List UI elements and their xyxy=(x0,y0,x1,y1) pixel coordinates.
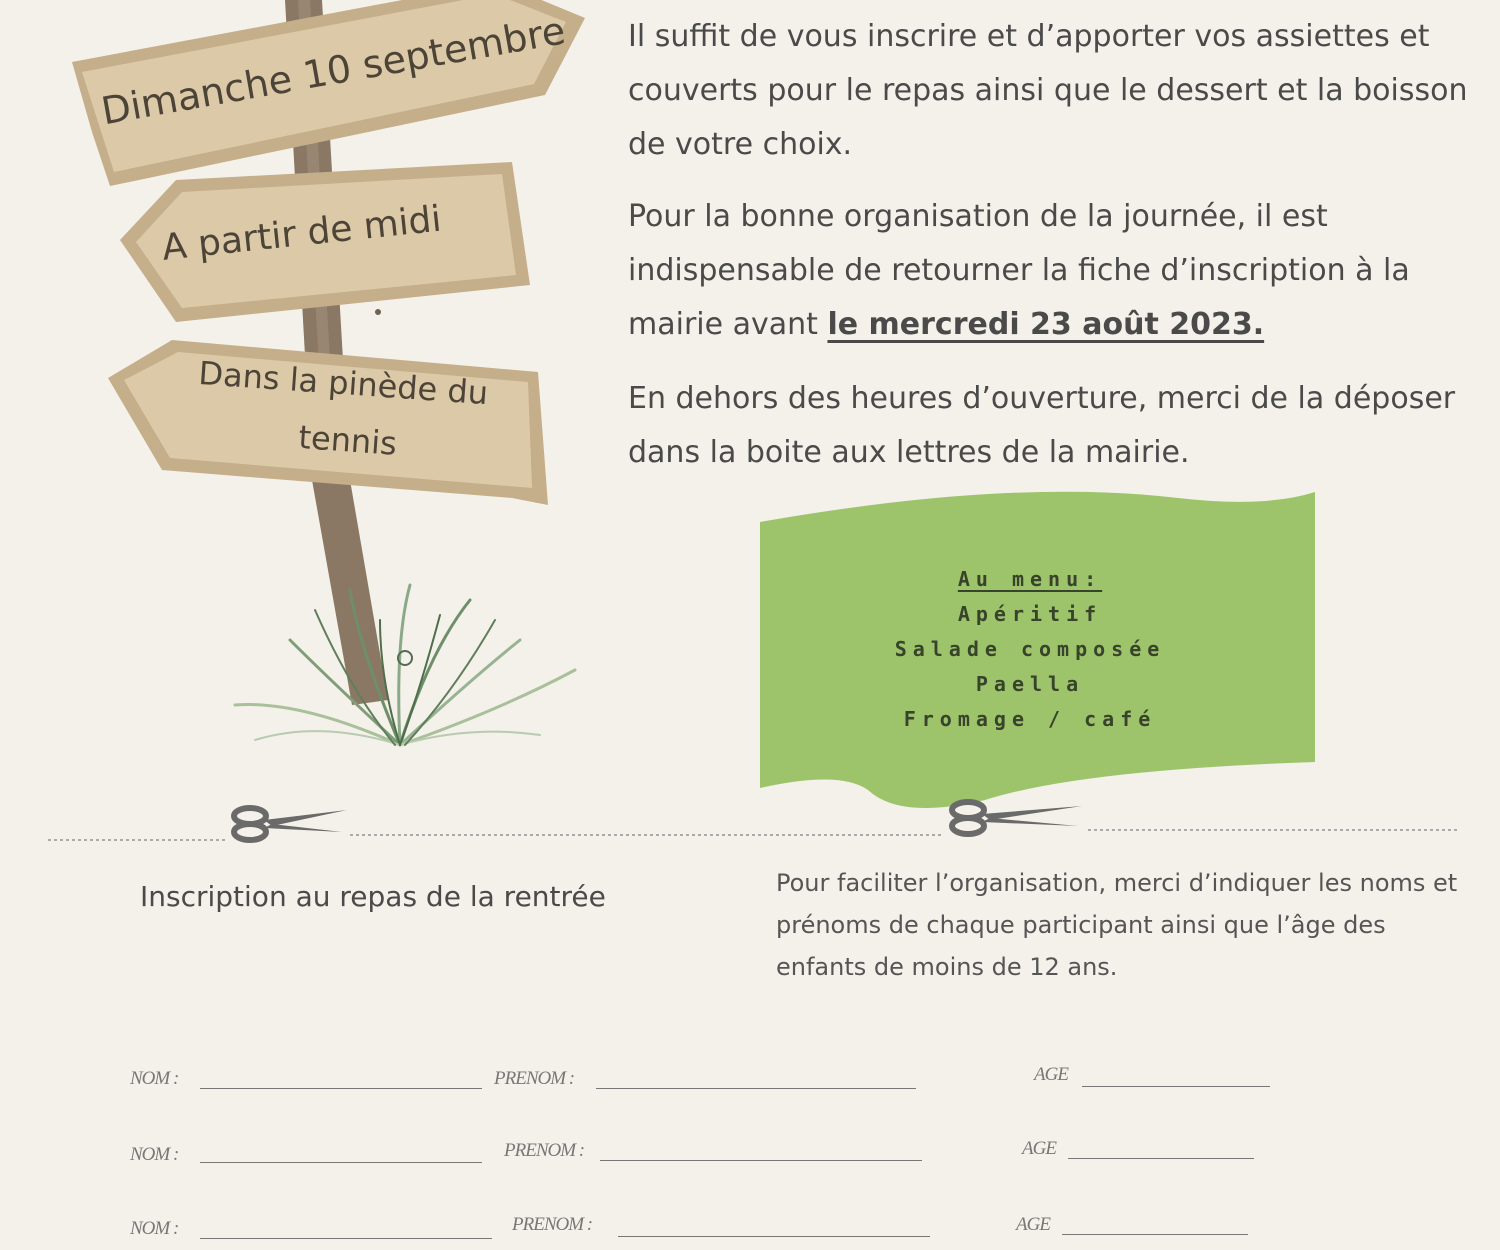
age-field[interactable] xyxy=(1062,1234,1248,1235)
participant-row xyxy=(0,1136,1500,1176)
menu-item: Apéritif xyxy=(957,602,1103,626)
age-label: AGE xyxy=(1034,1064,1068,1085)
prenom-field[interactable] xyxy=(618,1236,930,1237)
age-field[interactable] xyxy=(1068,1158,1254,1159)
scissors-icon xyxy=(952,802,1082,834)
deadline-date: le mercredi 23 août 2023. xyxy=(827,307,1265,342)
info-paragraph-2 xyxy=(628,190,1488,352)
grass-illustration xyxy=(235,585,575,745)
sign-time: A partir de midi xyxy=(160,198,444,269)
menu-list xyxy=(800,562,1260,737)
menu-item: Salade composée xyxy=(894,637,1166,661)
nom-field[interactable] xyxy=(200,1088,482,1089)
info-paragraph-2-text: Pour la bonne organisation de la journée, il est indispensable de retourner la fiche d’inscription à la mairie avant xyxy=(628,199,1410,342)
prenom-label: PRENOM : xyxy=(494,1068,575,1089)
age-label: AGE xyxy=(1016,1214,1050,1235)
prenom-label: PRENOM : xyxy=(512,1214,593,1235)
form-instructions: Pour faciliter l’organisation, merci d’indiquer les noms et prénoms de chaque participant ainsi que l’âge des enfants de moins de 12 ans. xyxy=(776,869,1458,981)
sign-place-line1: Dans la pinède du xyxy=(197,354,490,413)
menu-title: Au menu: xyxy=(957,567,1103,591)
prenom-field[interactable] xyxy=(596,1088,916,1089)
prenom-label: PRENOM : xyxy=(504,1140,585,1161)
nom-label: NOM : xyxy=(130,1068,179,1089)
nom-label: NOM : xyxy=(130,1144,179,1165)
age-field[interactable] xyxy=(1082,1086,1270,1087)
participant-row xyxy=(0,1060,1500,1100)
info-paragraph-3: En dehors des heures d’ouverture, merci de la déposer dans la boite aux lettres de la mairie. xyxy=(628,381,1456,470)
nom-field[interactable] xyxy=(200,1162,482,1163)
scissors-icon xyxy=(234,808,347,840)
sign-date: Dimanche 10 septembre xyxy=(98,8,569,134)
prenom-field[interactable] xyxy=(600,1160,922,1161)
form-title: Inscription au repas de la rentrée xyxy=(140,880,606,913)
participant-row xyxy=(0,1210,1500,1250)
sign-place-line2: tennis xyxy=(297,418,399,463)
menu-item: Paella xyxy=(975,672,1085,696)
nom-label: NOM : xyxy=(130,1218,179,1239)
age-label: AGE xyxy=(1022,1138,1056,1159)
menu-item: Fromage / café xyxy=(903,707,1157,731)
info-paragraph-1: Il suffit de vous inscrire et d’apporter vos assiettes et couverts pour le repas ainsi que le dessert et la boisson de votre choix. xyxy=(628,19,1468,162)
nom-field[interactable] xyxy=(200,1238,492,1239)
